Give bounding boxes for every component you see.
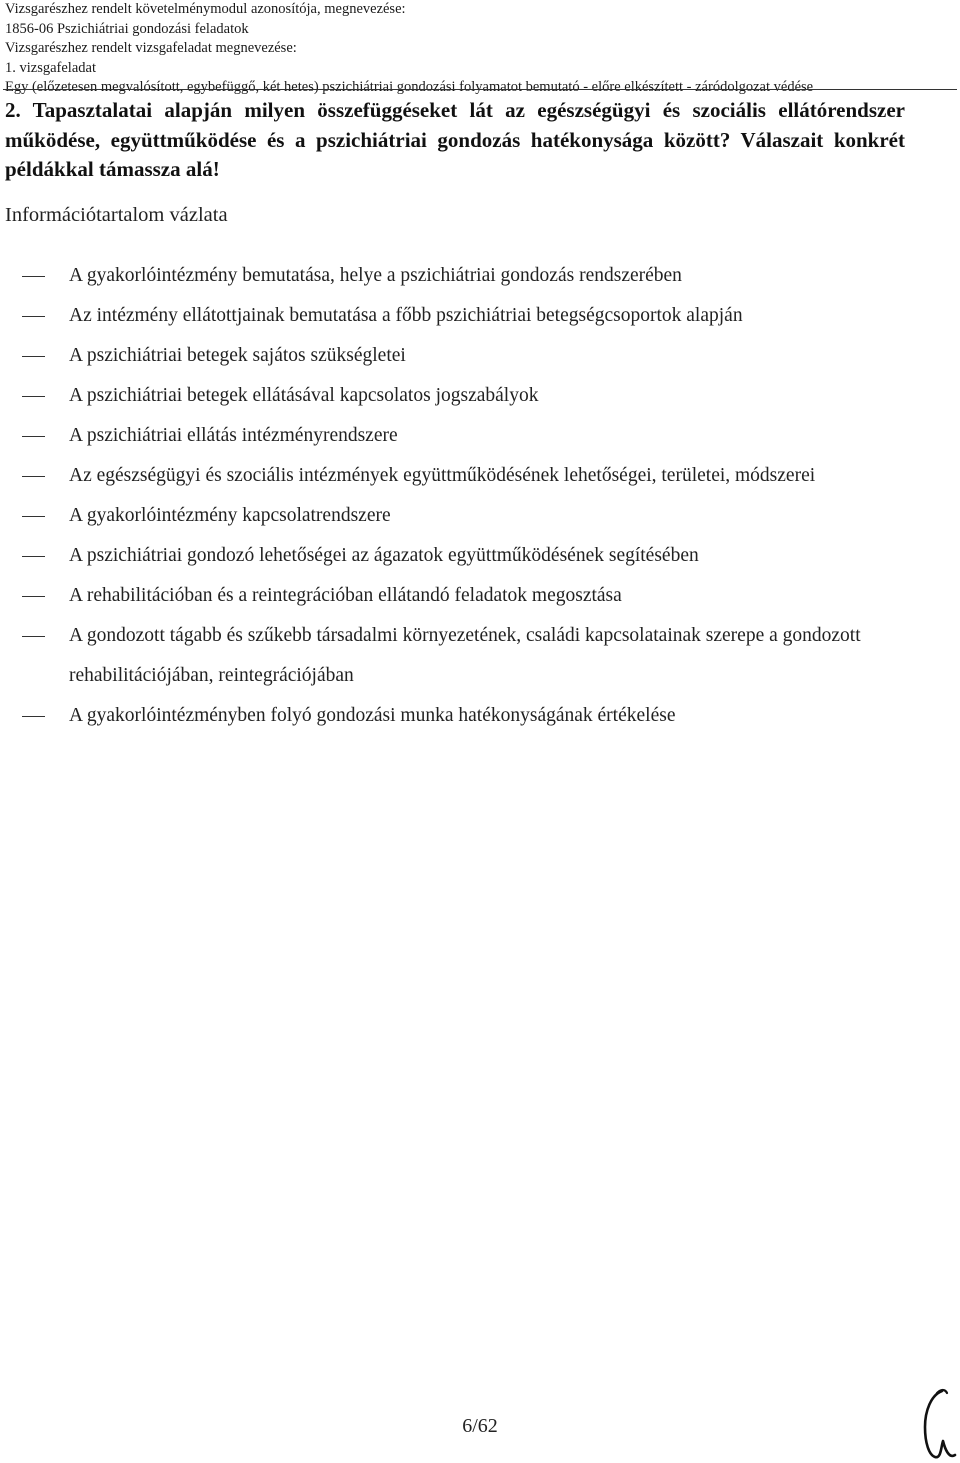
list-item-text: A gyakorlóintézmény kapcsolatrendszere <box>69 505 391 526</box>
question-heading: 2. Tapasztalatai alapján milyen összefüggéseket lát az egészségügyi és szociális ellátórendszer működése, együttműködése és a pszichiátriai gondozás hatékonysága között? Válaszait konkrét példákkal támassza alá! <box>5 98 905 181</box>
list-item-text: A pszichiátriai ellátás intézményrendszere <box>69 425 398 446</box>
header-line: 1. vizsgafeladat <box>5 59 96 76</box>
list-item <box>0 696 899 736</box>
list-item-text: A gyakorlóintézmény bemutatása, helye a pszichiátriai gondozás rendszerében <box>69 265 682 286</box>
document-header <box>5 0 955 98</box>
list-item <box>0 416 899 456</box>
list-item <box>0 296 899 336</box>
list-item-text: A pszichiátriai betegek ellátásával kapcsolatos jogszabályok <box>69 385 539 406</box>
page-number: 6/62 <box>462 1415 498 1437</box>
list-item-text: A pszichiátriai betegek sajátos szükségletei <box>69 345 406 366</box>
dash-bullet <box>22 316 45 317</box>
list-item <box>0 536 899 576</box>
dash-bullet <box>22 476 45 477</box>
list-item <box>0 256 899 296</box>
list-item-text: A gondozott tágabb és szűkebb társadalmi környezetének, családi kapcsolatainak szerepe a gondozott rehabilitációjában, reintegrációjában <box>69 625 861 686</box>
dash-bullet <box>22 396 45 397</box>
dash-bullet <box>22 556 45 557</box>
dash-bullet <box>22 716 45 717</box>
header-divider <box>3 89 957 90</box>
list-item <box>0 616 899 696</box>
signature-mark <box>915 1385 960 1463</box>
list-item <box>0 376 899 416</box>
header-line: Vizsgarészhez rendelt vizsgafeladat megnevezése: <box>5 40 297 56</box>
list-item <box>0 576 899 616</box>
list-item-text: A rehabilitációban és a reintegrációban ellátandó feladatok megosztása <box>69 585 622 606</box>
dash-bullet <box>22 436 45 437</box>
list-item-text: Az egészségügyi és szociális intézmények együttműködésének lehetőségei, területei, módszerei <box>69 465 816 486</box>
header-line: 1856-06 Pszichiátriai gondozási feladatok <box>5 20 249 37</box>
list-item-text: A pszichiátriai gondozó lehetőségei az ágazatok együttműködésének segítésében <box>69 545 699 566</box>
header-line: Vizsgarészhez rendelt követelménymodul azonosítója, megnevezése: <box>5 1 406 17</box>
list-item-text: A gyakorlóintézményben folyó gondozási munka hatékonyságának értékelése <box>69 705 676 726</box>
list-item-text: Az intézmény ellátottjainak bemutatása a főbb pszichiátriai betegségcsoportok alapján <box>69 305 743 326</box>
list-item <box>0 496 899 536</box>
outline-title: Információtartalom vázlata <box>5 204 228 226</box>
dash-bullet <box>22 276 45 277</box>
dash-bullet <box>22 516 45 517</box>
header-line: Egy (előzetesen megvalósított, egybefüggő, két hetes) pszichiátriai gondozási folyamatot bemutató - előre elkészített - záródolgozat védése <box>5 79 814 95</box>
dash-bullet <box>22 636 45 637</box>
dash-bullet <box>22 596 45 597</box>
list-item <box>0 456 899 496</box>
outline-list <box>0 256 960 736</box>
list-item <box>0 336 899 376</box>
dash-bullet <box>22 356 45 357</box>
